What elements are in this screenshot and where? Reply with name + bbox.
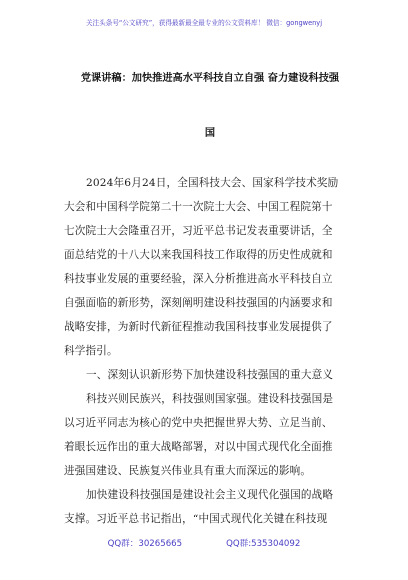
body-line: 科技事业发展的重要经验，深入分析推进高水平科技自立 — [64, 273, 333, 285]
body-line: 面总结党的十八大以来我国科技工作取得的历史性成就和 — [64, 249, 333, 261]
body-line: 大会和中国科学院第二十一次院士大会、中国工程院第十 — [64, 201, 333, 213]
promo-banner: 关注头条号“公文研究”，获得最新最全最专业的公文资料库！ 微信：gongwenyj — [85, 19, 323, 27]
body-line: 以习近平同志为核心的党中央把握世界大势、立足当前、 — [64, 417, 333, 429]
body-line: 2024年6月24日，全国科技大会、国家科学技术奖励 — [86, 177, 339, 189]
body-line: 加快建设科技强国是建设社会主义现代化强国的战略 — [86, 489, 334, 501]
footer-contact — [0, 537, 408, 549]
body-line: 战略安排，为新时代新征程推动我国科技事业发展提供了 — [64, 321, 333, 333]
body-line: 科技兴则民族兴，科技强则国家强。建设科技强国是 — [86, 393, 334, 405]
qq-group-1: QQ群：30265665 — [107, 539, 183, 549]
document-title-line-2: 国 — [204, 128, 216, 139]
body-line: 支撑。习近平总书记指出，“中国式现代化关键在科技现 — [64, 513, 328, 525]
document-title-line-1: 党课讲稿：加快推进高水平科技自立自强 奋力建设科技强 — [80, 73, 340, 84]
body-line: 进强国建设、民族复兴伟业具有重大而深远的影响。 — [64, 465, 312, 477]
qq-group-2: QQ群:535304092 — [226, 539, 301, 549]
body-line: 自强面临的新形势，深刻阐明建设科技强国的内涵要求和 — [64, 297, 333, 309]
body-line: 着眼长远作出的重大战略部署，对以中国式现代化全面推 — [64, 441, 333, 453]
body-line: 科学指引。 — [64, 345, 118, 357]
section-heading: 一、深刻认识新形势下加快建设科技强国的重大意义 — [86, 369, 334, 381]
body-line: 七次院士大会隆重召开，习近平总书记发表重要讲话，全 — [64, 225, 333, 237]
